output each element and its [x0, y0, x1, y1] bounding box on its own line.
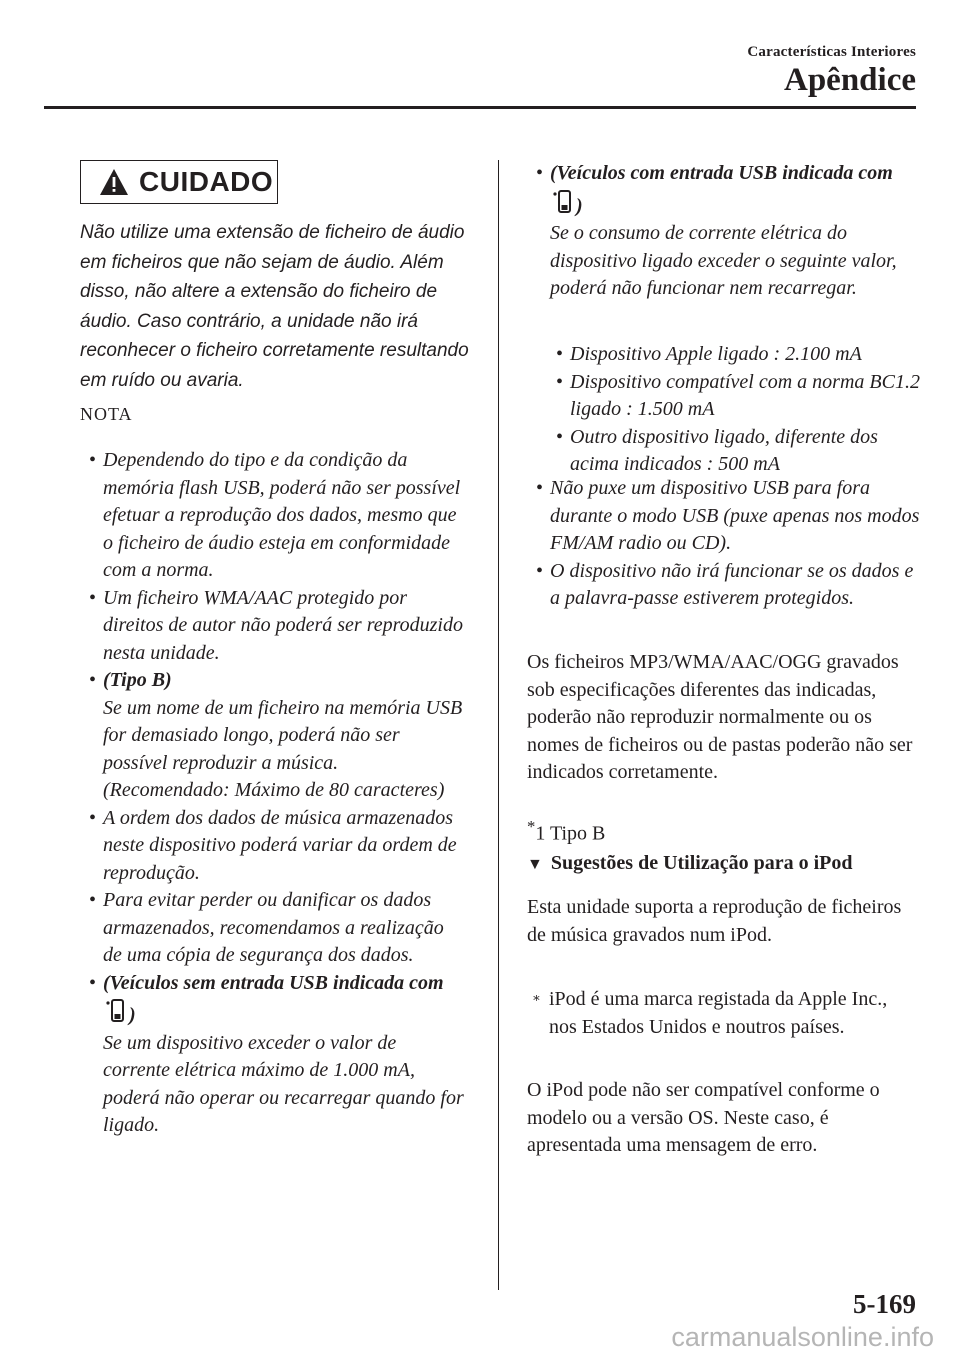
list-item-title-text: (Veículos com entrada USB indicada com: [550, 162, 893, 184]
bullet: •: [89, 669, 97, 691]
list-item-text: O dispositivo não irá funcionar se os dados e a palavra-passe estiverem protegidos.: [550, 559, 914, 609]
bullet: •: [89, 449, 97, 471]
list-item-title-text: (Veículos sem entrada USB indicada com: [103, 971, 444, 994]
nota-list-left: [80, 447, 465, 1140]
list-item-text: Se o consumo de corrente elétrica do dispositivo ligado exceder o seguinte valor, poderá não funcionar nem recarregar.: [550, 222, 897, 299]
usb-port-icon: [552, 188, 576, 218]
list-item: [80, 887, 465, 970]
chapter-title: Apêndice: [784, 62, 916, 98]
bullet: •: [89, 889, 97, 911]
list-item-text: Dependendo do tipo e da condição da memória flash USB, poderá não ser possível efetuar a reprodução dos dados, mesmo que o ficheiro de áudio esteja em conformidade com a norma.: [103, 449, 461, 581]
footnote: [527, 813, 922, 848]
list-item-title: [550, 160, 922, 220]
list-item-text: Se um nome de um ficheiro na memória USB for demasiado longo, poderá não ser possível reproduzir a música. (Recomendado: Máximo de 80 caracteres): [103, 696, 463, 801]
list-item-text: Um ficheiro WMA/AAC protegido por direitos de autor não poderá ser reproduzido nesta unidade.: [103, 586, 463, 664]
list-item-title-end: ): [129, 1004, 136, 1026]
sub-list-item: [547, 341, 922, 369]
sub-list-item-text: Outro dispositivo ligado, diferente dos acima indicados : 500 mA: [570, 425, 878, 475]
triangle-down-icon: ▼: [527, 856, 543, 873]
formats-paragraph: Os ficheiros MP3/WMA/AAC/OGG gravados sob especificações diferentes das indicadas, poderão não reproduzir normalmente ou os nomes de ficheiros ou de pastas poderão não ser indicados corretamente.: [527, 651, 913, 783]
list-item: [80, 447, 465, 585]
list-item: [527, 475, 922, 558]
nota-list-right-2: [527, 475, 922, 613]
list-item-title-end: ): [576, 194, 583, 217]
list-item-text: Se um dispositivo exceder o valor de corrente elétrica máximo de 1.000 mA, poderá não operar ou recarregar quando for ligado.: [103, 1031, 464, 1136]
usb-port-icon: [105, 997, 129, 1027]
caution-label: CUIDADO: [139, 166, 274, 197]
header-divider: [44, 106, 916, 109]
ipod-compat-paragraph: O iPod pode não ser compatível conforme o modelo ou a versão OS. Neste caso, é apresentada uma mensagem de erro.: [527, 1079, 880, 1156]
sub-list-item-text: Dispositivo Apple ligado : 2.100 mA: [570, 343, 862, 365]
footnote-text: 1 Tipo B: [535, 822, 606, 845]
asterisk-icon: ∗: [532, 990, 541, 1005]
list-item: [80, 667, 465, 805]
list-item: [527, 558, 922, 613]
list-item-text: A ordem dos dados de música armazenados neste dispositivo poderá variar da ordem de reprodução.: [103, 806, 457, 884]
sub-list-item: [547, 424, 922, 479]
sub-list-item-text: Dispositivo compatível com a norma BC1.2 ligado : 1.500 mA: [570, 370, 920, 420]
list-item: [80, 970, 465, 1140]
watermark: carmanualsonline.info: [671, 1322, 934, 1352]
bullet: •: [89, 806, 97, 829]
list-item-title: [103, 970, 465, 1030]
bullet: •: [89, 586, 97, 609]
ipod-trademark-note: iPod é uma marca registada da Apple Inc., nos Estados Unidos e noutros países.: [549, 988, 888, 1038]
caution-banner: [80, 160, 278, 204]
list-item-text: Não puxe um dispositivo USB para fora durante o modo USB (puxe apenas nos modos FM/AM radio ou CD).: [550, 477, 920, 554]
bullet: •: [536, 559, 544, 582]
section-title: Características Interiores: [747, 44, 916, 60]
nota-heading: NOTA: [80, 404, 133, 424]
bullet: •: [536, 477, 544, 499]
list-item: [80, 805, 465, 888]
bullet: •: [556, 370, 564, 393]
list-item: [80, 585, 465, 668]
bullet: •: [556, 343, 564, 365]
page-number: 5-169: [853, 1289, 916, 1319]
warning-icon: [99, 168, 129, 196]
nota-sublist: [547, 341, 922, 479]
ipod-heading-text: Sugestões de Utilização para o iPod: [550, 852, 853, 874]
ipod-heading: [527, 852, 853, 875]
list-item-text: Para evitar perder ou danificar os dados armazenados, recomendamos a realização de uma cópia de segurança dos dados.: [103, 889, 444, 966]
sub-list-item: [547, 369, 922, 424]
ipod-intro: Esta unidade suporta a reprodução de ficheiros de música gravados num iPod.: [527, 896, 902, 946]
nota-list-right: [527, 160, 922, 303]
caution-text: Não utilize uma extensão de ficheiro de áudio em ficheiros que não sejam de áudio. Além disso, não altere a extensão do ficheiro de áudio. Caso contrário, a unidade não irá reconhecer o ficheiro corretamente resultando em ruído ou avaria.: [80, 222, 469, 391]
bullet: •: [536, 162, 544, 184]
bullet: •: [556, 425, 564, 448]
list-item-title: (Tipo B): [103, 669, 172, 691]
column-divider: [498, 160, 499, 1290]
bullet: •: [89, 971, 97, 994]
list-item: [527, 160, 922, 303]
footnote-marker: *: [527, 817, 536, 836]
